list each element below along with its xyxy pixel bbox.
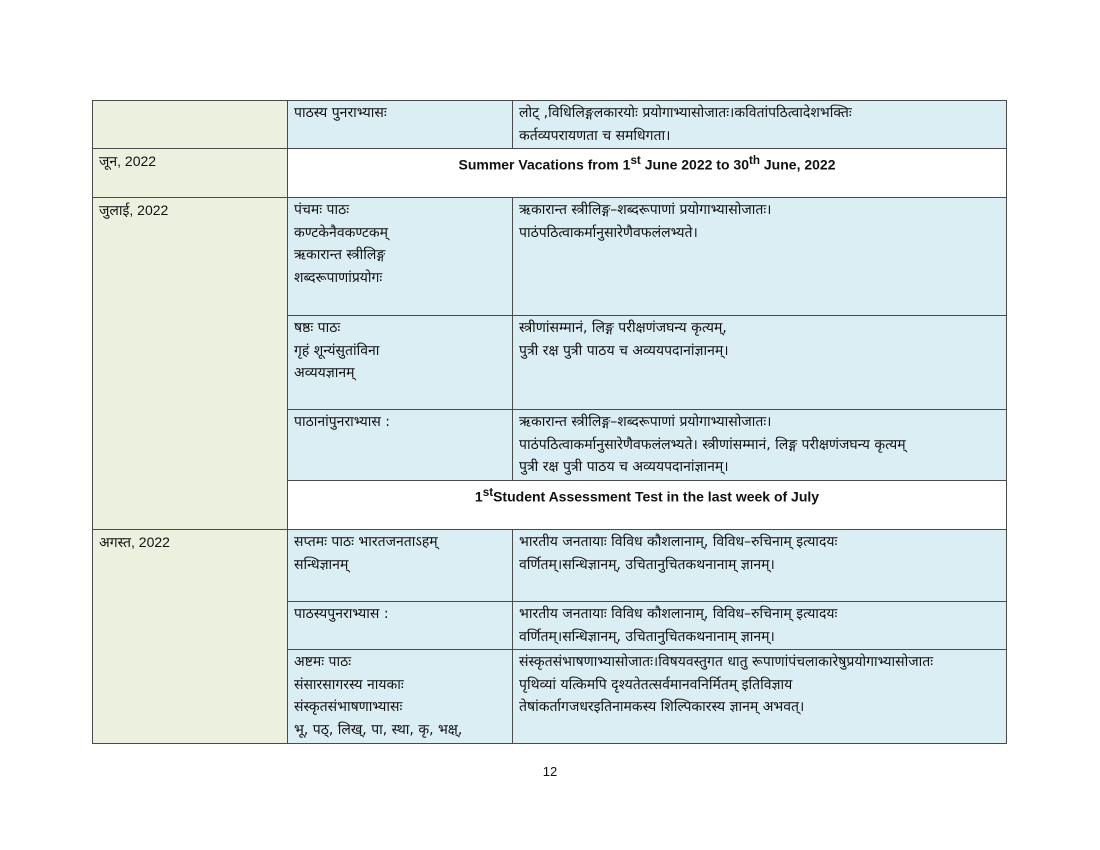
month-cell — [93, 530, 288, 744]
content-cell — [513, 530, 1007, 602]
content-line: पुत्री रक्ष पुत्री पाठय च अव्ययपदानांज्ञानम्। — [519, 342, 729, 359]
content-line: पाठंपठित्वाकर्मानुसारेणैवफलंलभ्यते। — [519, 224, 698, 241]
summer-vacation-banner — [288, 149, 1007, 198]
banner-sup: st — [630, 154, 641, 167]
content-line: पृथिव्यां यत्किमपि दृश्यतेतत्सर्वमानवनिर्मितम् इतिविज्ञाय — [519, 676, 793, 693]
lesson-line: गृहं शून्यंसुतांविना — [294, 342, 380, 359]
content-line: पाठंपठित्वाकर्मानुसारेणैवफलंलभ्यते। स्त्रीणांसम्मानं, लिङ्ग परीक्षणंजघन्य कृत्यम् — [519, 436, 906, 453]
content-line: कर्तव्यपरायणता च समधिगता। — [519, 127, 671, 144]
content-line: वर्णितम्।सन्धिज्ञानम्, उचितानुचितकथनानाम् ज्ञानम्। — [519, 628, 775, 645]
content-cell — [513, 101, 1007, 149]
content-line: स्त्रीणांसम्मानं, लिङ्ग परीक्षणंजघन्य कृत्यम्, — [519, 320, 727, 336]
month-cell — [93, 198, 288, 530]
table-row — [93, 149, 1007, 198]
banner-sup: th — [748, 154, 760, 167]
lesson-line: शब्दरूपाणांप्रयोगः — [294, 269, 383, 286]
lesson-line: कण्टकेनैवकण्टकम् — [294, 224, 389, 241]
table-row — [93, 530, 1007, 602]
lesson-line: संस्कृतसंभाषणाभ्यासः — [294, 699, 403, 715]
content-cell — [513, 602, 1007, 650]
lesson-line: संसारसागरस्य नायकाः — [294, 676, 404, 693]
content-line: ऋकारान्त स्त्रीलिङ्ग–शब्दरूपाणां प्रयोगाभ्यासोजातः। — [519, 202, 772, 218]
lesson-line: सन्धिज्ञानम् — [294, 556, 349, 573]
content-cell — [513, 650, 1007, 744]
assessment-banner — [288, 481, 1007, 530]
lesson-line: भू, पठ्, लिख्, पा, स्था, कृ, भक्ष्, — [294, 721, 463, 738]
content-line: लोट् ,विधिलिङ्गलकारयोः प्रयोगाभ्यासोजातः।कवितांपठित्वादेशभक्तिः — [519, 105, 852, 121]
content-line: भारतीय जनतायाः विविध कौशलानाम्, विविध–रुचिनाम् इत्यादयः — [519, 606, 838, 622]
month-label: जुलाई, 2022 — [99, 202, 169, 218]
lesson-line: ऋकारान्त स्त्रीलिङ्ग — [294, 247, 386, 263]
lesson-line: पाठस्य पुनराभ्यासः — [294, 105, 387, 121]
content-line: तेषांकर्तागजधरइतिनामकस्य शिल्पिकारस्य ज्ञानम् अभवत्। — [519, 699, 805, 715]
banner-sup: st — [482, 486, 494, 499]
table-row — [93, 198, 1007, 316]
month-label: अगस्त, 2022 — [99, 534, 170, 550]
banner-text: June 2022 to 30 — [640, 156, 749, 173]
content-line: पुत्री रक्ष पुत्री पाठय च अव्ययपदानांज्ञानम्। — [519, 459, 729, 475]
lesson-line: पंचमः पाठः — [294, 202, 350, 218]
lesson-line: अव्ययज्ञानम् — [294, 365, 355, 381]
content-line: ऋकारान्त स्त्रीलिङ्ग–शब्दरूपाणां प्रयोगाभ्यासोजातः। — [519, 414, 772, 430]
lesson-cell — [288, 198, 513, 316]
content-cell — [513, 410, 1007, 481]
month-cell — [93, 149, 288, 198]
lesson-line: पाठानांपुनराभ्यास : — [294, 414, 391, 430]
lesson-cell — [288, 650, 513, 744]
banner-text: June, 2022 — [760, 156, 836, 173]
table-row — [93, 101, 1007, 149]
lesson-line: अष्टमः पाठः — [294, 654, 352, 670]
syllabus-table — [92, 100, 1007, 744]
page-number: 12 — [542, 764, 558, 779]
month-label: जून, 2022 — [99, 153, 157, 169]
lesson-line: सप्तमः पाठः भारतजनताऽहम् — [294, 534, 438, 550]
content-cell — [513, 316, 1007, 410]
lesson-line: षष्ठः पाठः — [294, 320, 341, 336]
banner-text: Student Assessment Test in the last week of July — [493, 488, 820, 505]
banner-text: Summer Vacations from 1 — [458, 156, 631, 173]
lesson-cell — [288, 602, 513, 650]
lesson-cell — [288, 530, 513, 602]
month-cell — [93, 101, 288, 149]
content-line: संस्कृतसंभाषणाभ्यासोजातः।विषयवस्तुगत धातु रूपाणांपंचलाकारेषुप्रयोगाभ्यासोजातः — [519, 654, 934, 670]
lesson-cell — [288, 410, 513, 481]
lesson-line: पाठस्यपुनराभ्यास : — [294, 606, 389, 622]
lesson-cell — [288, 316, 513, 410]
lesson-cell — [288, 101, 513, 149]
content-cell — [513, 198, 1007, 316]
content-line: भारतीय जनतायाः विविध कौशलानाम्, विविध–रुचिनाम् इत्यादयः — [519, 534, 838, 550]
banner-text: 1 — [474, 488, 483, 505]
content-line: वर्णितम्।सन्धिज्ञानम्, उचितानुचितकथनानाम् ज्ञानम्। — [519, 556, 775, 573]
